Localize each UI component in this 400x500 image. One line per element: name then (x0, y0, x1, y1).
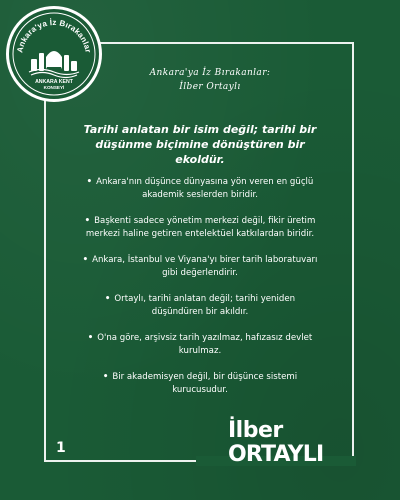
bullet-icon: • (87, 333, 94, 343)
logo-bottom-text-1: ANKARA KENT (35, 79, 73, 85)
list-item-text: Ankara, İstanbul ve Viyana'yı birer tarih laboratuvarı gibi değerlendirir. (92, 255, 318, 278)
last-name: ORTAYLI (228, 442, 324, 467)
bullet-icon: • (104, 294, 111, 304)
series-title: Ankara'ya İz Bırakanlar: (149, 68, 271, 78)
list-item-text: Ankara'nın düşünce dünyasına yön veren en güçlü akademik seslerden biridir. (96, 177, 314, 200)
list-item-text: Ortaylı, tarihi anlatan değil; tarihi yeniden düşündüren bir akıldır. (114, 294, 296, 317)
list-item (80, 176, 320, 201)
person-name-script: İlber Ortaylı (179, 82, 241, 92)
first-name: İlber (228, 418, 283, 443)
list-item-text: O'na göre, arşivsiz tarih yazılmaz, hafızasız devlet kurulmaz. (97, 333, 313, 356)
name-title (228, 420, 323, 466)
logo-badge-graphic (9, 9, 99, 99)
logo (6, 6, 102, 102)
list-item (80, 371, 320, 396)
list-item (80, 293, 320, 318)
series-header (110, 66, 310, 94)
bullet-icon: • (84, 216, 91, 226)
bullet-icon: • (102, 372, 109, 382)
list-item-text: Başkenti sadece yönetim merkezi değil, fikir üretim merkezi haline getiren entelektüel katkılardan biridir. (85, 216, 316, 239)
fact-list (80, 176, 320, 410)
page-number: 1 (56, 440, 66, 456)
bullet-icon: • (86, 177, 93, 187)
lead-statement: Tarihi anlatan bir isim değil; tarihi bir düşünme biçimine dönüştüren bir ekoldür. (83, 123, 317, 166)
logo-bottom-text-2: KONSEYİ (43, 85, 65, 90)
list-item (80, 332, 320, 357)
logo-arc-text: Ankara'ya İz Bırakanlar (15, 17, 93, 54)
list-item-text: Bir akademisyen değil, bir düşünce sistemi kurucusudur. (112, 372, 298, 395)
list-item (80, 215, 320, 240)
list-item (80, 254, 320, 279)
city-skyline-icon (31, 51, 77, 71)
bullet-icon: • (82, 255, 89, 265)
